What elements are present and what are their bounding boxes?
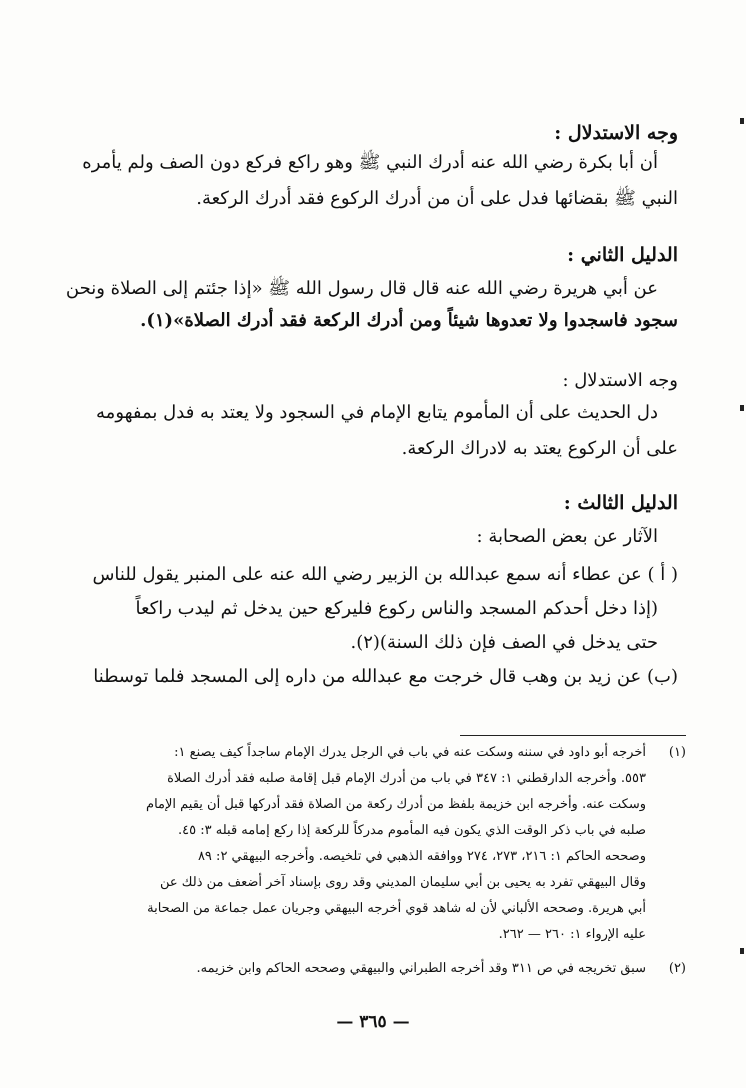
footnote-1-line-3: وسكت عنه. وأخرجه ابن خزيمة بلفظ من أدرك ركعة من الصلاة فقد أدركها قبل أن يقيم الإمام — [146, 797, 646, 812]
footnote-1-line-2: ٥٥٣. وأخرجه الدارقطني ١: ٣٤٧ في باب من أدرك الإمام قبل إقامة صلبه فقد أدرك الصلاة — [167, 771, 646, 786]
paragraph-2-line-1: عن أبي هريرة رضي الله عنه قال قال رسول الله ﷺ «إذا جئتم إلى الصلاة ونحن — [65, 278, 658, 299]
footnote-1-line-8: عليه الإرواء ١: ٢٦٠ — ٢٦٢. — [498, 927, 646, 942]
paragraph-2-line-2: سجود فاسجدوا ولا تعدوها شيئاً ومن أدرك الركعة فقد أدرك الصلاة»(١). — [140, 310, 678, 331]
paragraph-4-intro: الآثار عن بعض الصحابة : — [476, 526, 658, 547]
heading-wajh-istidlal-1: وجه الاستدلال : — [554, 122, 678, 144]
paragraph-3-line-2: على أن الركوع يعتد به لادراك الركعة. — [401, 438, 678, 459]
footnote-1-number: (١) — [668, 745, 686, 760]
heading-wajh-istidlal-2: وجه الاستدلال : — [562, 370, 678, 391]
footnote-1-line-4: صلبه في باب ذكر الوقت الذي يكون فيه المأموم مدركاً للركعة إذا ركع إمامه قبله ٣: ٤٥. — [178, 823, 646, 838]
scan-mark-middle — [740, 405, 744, 411]
footnote-1-line-7: أبي هريرة. وصححه الألباني لأن له شاهد قوي أخرجه البيهقي وجريان عمل جماعة من الصحابة — [147, 901, 646, 916]
footnote-2-number: (٢) — [668, 961, 686, 976]
athar-b-line-1: (ب) عن زيد بن وهب قال خرجت مع عبدالله من داره إلى المسجد فلما توسطنا — [93, 666, 678, 687]
athar-a-line-2: (إذا دخل أحدكم المسجد والناس ركوع فليركع حين يدخل ثم ليدب راكعاً — [135, 598, 658, 619]
footnote-separator — [460, 735, 686, 736]
scan-mark-top — [740, 118, 744, 124]
paragraph-3-line-1: دل الحديث على أن المأموم يتابع الإمام في السجود ولا يعتد به فدل بمفهومه — [96, 402, 658, 423]
footnote-2-line-1: سبق تخريجه في ص ٣١١ وقد أخرجه الطبراني والبيهقي وصححه الحاكم وابن خزيمه. — [196, 961, 646, 976]
athar-a-line-3: حتى يدخل في الصف فإن ذلك السنة)(٢). — [350, 632, 658, 653]
heading-dalil-3: الدليل الثالث : — [563, 492, 678, 514]
footnote-1-line-1: أخرجه أبو داود في سننه وسكت عنه في باب في الرجل يدرك الإمام ساجداً كيف يصنع ١: — [174, 745, 646, 760]
footnote-1-line-5: وصححه الحاكم ١: ٢١٦، ٢٧٣، ٢٧٤ ووافقه الذهبي في تلخيصه. وأخرجه البيهقي ٢: ٨٩ — [197, 849, 646, 864]
page-number: — ٣٦٥ — — [336, 1012, 410, 1032]
athar-a-line-1: ( أ ) عن عطاء أنه سمع عبدالله بن الزبير رضي الله عنه على المنبر يقول للناس — [92, 564, 678, 585]
footnote-1-line-6: وقال البيهقي تفرد به يحيى بن أبي سليمان المديني وقد روى بإسناد آخر أضعف من ذلك عن — [160, 875, 646, 890]
paragraph-1-line-2: النبي ﷺ بقضائها فدل على أن من أدرك الركوع فقد أدرك الركعة. — [196, 188, 678, 209]
scan-mark-bottom — [740, 948, 744, 954]
paragraph-1-line-1: أن أبا بكرة رضي الله عنه أدرك النبي ﷺ وهو راكع فركع دون الصف ولم يأمره — [82, 152, 658, 173]
heading-dalil-2: الدليل الثاني : — [567, 244, 678, 266]
